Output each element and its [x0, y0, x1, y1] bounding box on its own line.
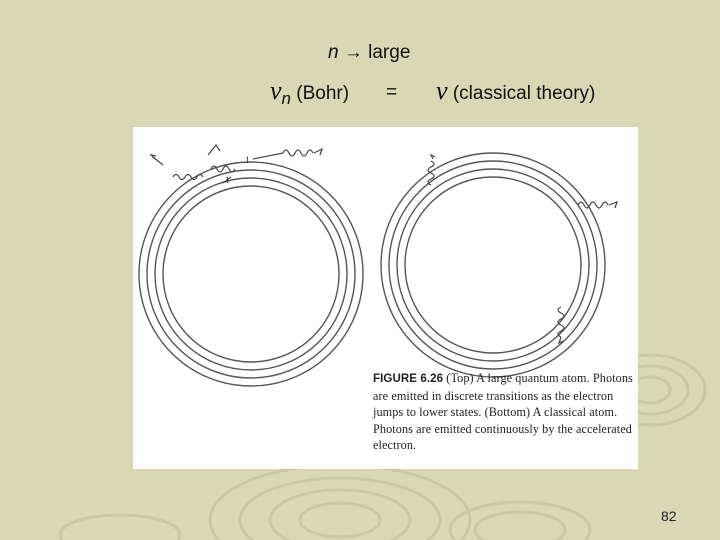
- classical-photons: [428, 155, 617, 343]
- bohr-label: (Bohr): [296, 83, 350, 104]
- page-number: 82: [661, 508, 677, 524]
- quantum-photons: [151, 145, 322, 183]
- equals-sign: =: [386, 82, 398, 103]
- large-text: large: [368, 42, 411, 63]
- quantum-atom-orbits: [139, 162, 363, 386]
- arrow-icon: →: [343, 42, 363, 63]
- nu-symbol-right: ν: [436, 76, 448, 105]
- n-symbol: n: [328, 42, 339, 63]
- nu-symbol-left: ν: [270, 76, 282, 105]
- slide-title-line1: [328, 42, 410, 64]
- classical-atom-spiral: [381, 153, 605, 377]
- figure-caption: [373, 370, 635, 454]
- level-label-1: 1: [245, 155, 250, 165]
- nu-classical: [436, 76, 595, 106]
- caption-text: (Top) A large quantum atom. Photons are emitted in discrete transitions as the electron jumps to lower states. (Bottom) A classical atom. Photons are emitted continuously by the accelerated electron.: [373, 371, 633, 452]
- slide-title-line2: [270, 76, 630, 108]
- level-label-2: 1: [225, 175, 230, 185]
- figure-label: FIGURE 6.26: [373, 373, 444, 385]
- subscript-n: n: [281, 89, 292, 108]
- classical-label: (classical theory): [452, 83, 596, 104]
- figure-image: [133, 127, 638, 469]
- nu-n-bohr: [270, 76, 349, 106]
